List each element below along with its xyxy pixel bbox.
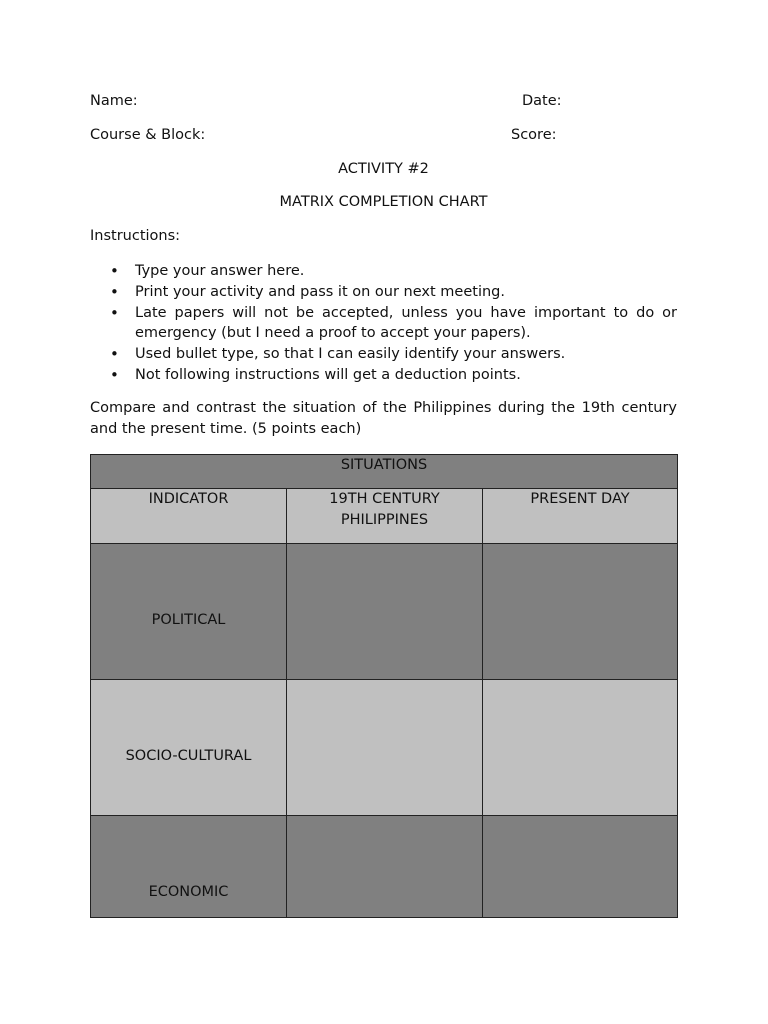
course-block-label: Course & Block:: [90, 127, 206, 143]
prompt-paragraph: Compare and contrast the situation of the Philippines during the 19th century and the present time. (5 points each): [90, 400, 677, 437]
answer-cell-political-19th-century[interactable]: [287, 544, 483, 680]
matrix-title-row: [91, 455, 678, 489]
score-label: Score:: [511, 127, 557, 143]
answer-cell-political-present-day[interactable]: [483, 544, 678, 680]
instructions-label: Instructions:: [90, 228, 181, 244]
instruction-item: • Not following instructions will get a deduction points.: [110, 365, 521, 384]
instruction-item: • Late papers will not be accepted, unless you have important to do or emergency (but I need a proof to accept your papers).: [110, 303, 677, 342]
matrix-header-row: [91, 489, 678, 544]
chart-title: MATRIX COMPLETION CHART: [279, 194, 488, 210]
indicator-political: POLITICAL: [91, 544, 287, 680]
answer-cell-economic-present-day[interactable]: [483, 816, 678, 918]
bullet-icon: •: [110, 282, 119, 301]
indicator-economic: ECONOMIC: [91, 816, 287, 918]
date-label: Date:: [522, 93, 562, 109]
bullet-icon: •: [110, 345, 119, 364]
table-row: [91, 544, 678, 680]
matrix-table: [90, 454, 678, 918]
instruction-item: • Used bullet type, so that I can easily identify your answers.: [110, 345, 566, 364]
column-header-indicator: INDICATOR: [91, 489, 287, 544]
matrix-title: SITUATIONS: [91, 455, 678, 489]
indicator-socio-cultural: SOCIO-CULTURAL: [91, 680, 287, 816]
bullet-icon: •: [110, 365, 119, 384]
bullet-icon: •: [110, 303, 119, 322]
table-row: [91, 816, 678, 918]
column-header-19th-century: 19TH CENTURY PHILIPPINES: [287, 489, 483, 544]
instructions-list: [90, 261, 677, 386]
instruction-item: • Print your activity and pass it on our next meeting.: [110, 282, 505, 301]
table-row: [91, 680, 678, 816]
answer-cell-economic-19th-century[interactable]: [287, 816, 483, 918]
name-label: Name:: [90, 93, 138, 109]
column-header-present-day: PRESENT DAY: [483, 489, 678, 544]
answer-cell-socio-cultural-present-day[interactable]: [483, 680, 678, 816]
bullet-icon: •: [110, 262, 119, 280]
answer-cell-socio-cultural-19th-century[interactable]: [287, 680, 483, 816]
instruction-item: • Type your answer here.: [110, 262, 305, 280]
activity-title: ACTIVITY #2: [338, 161, 429, 177]
